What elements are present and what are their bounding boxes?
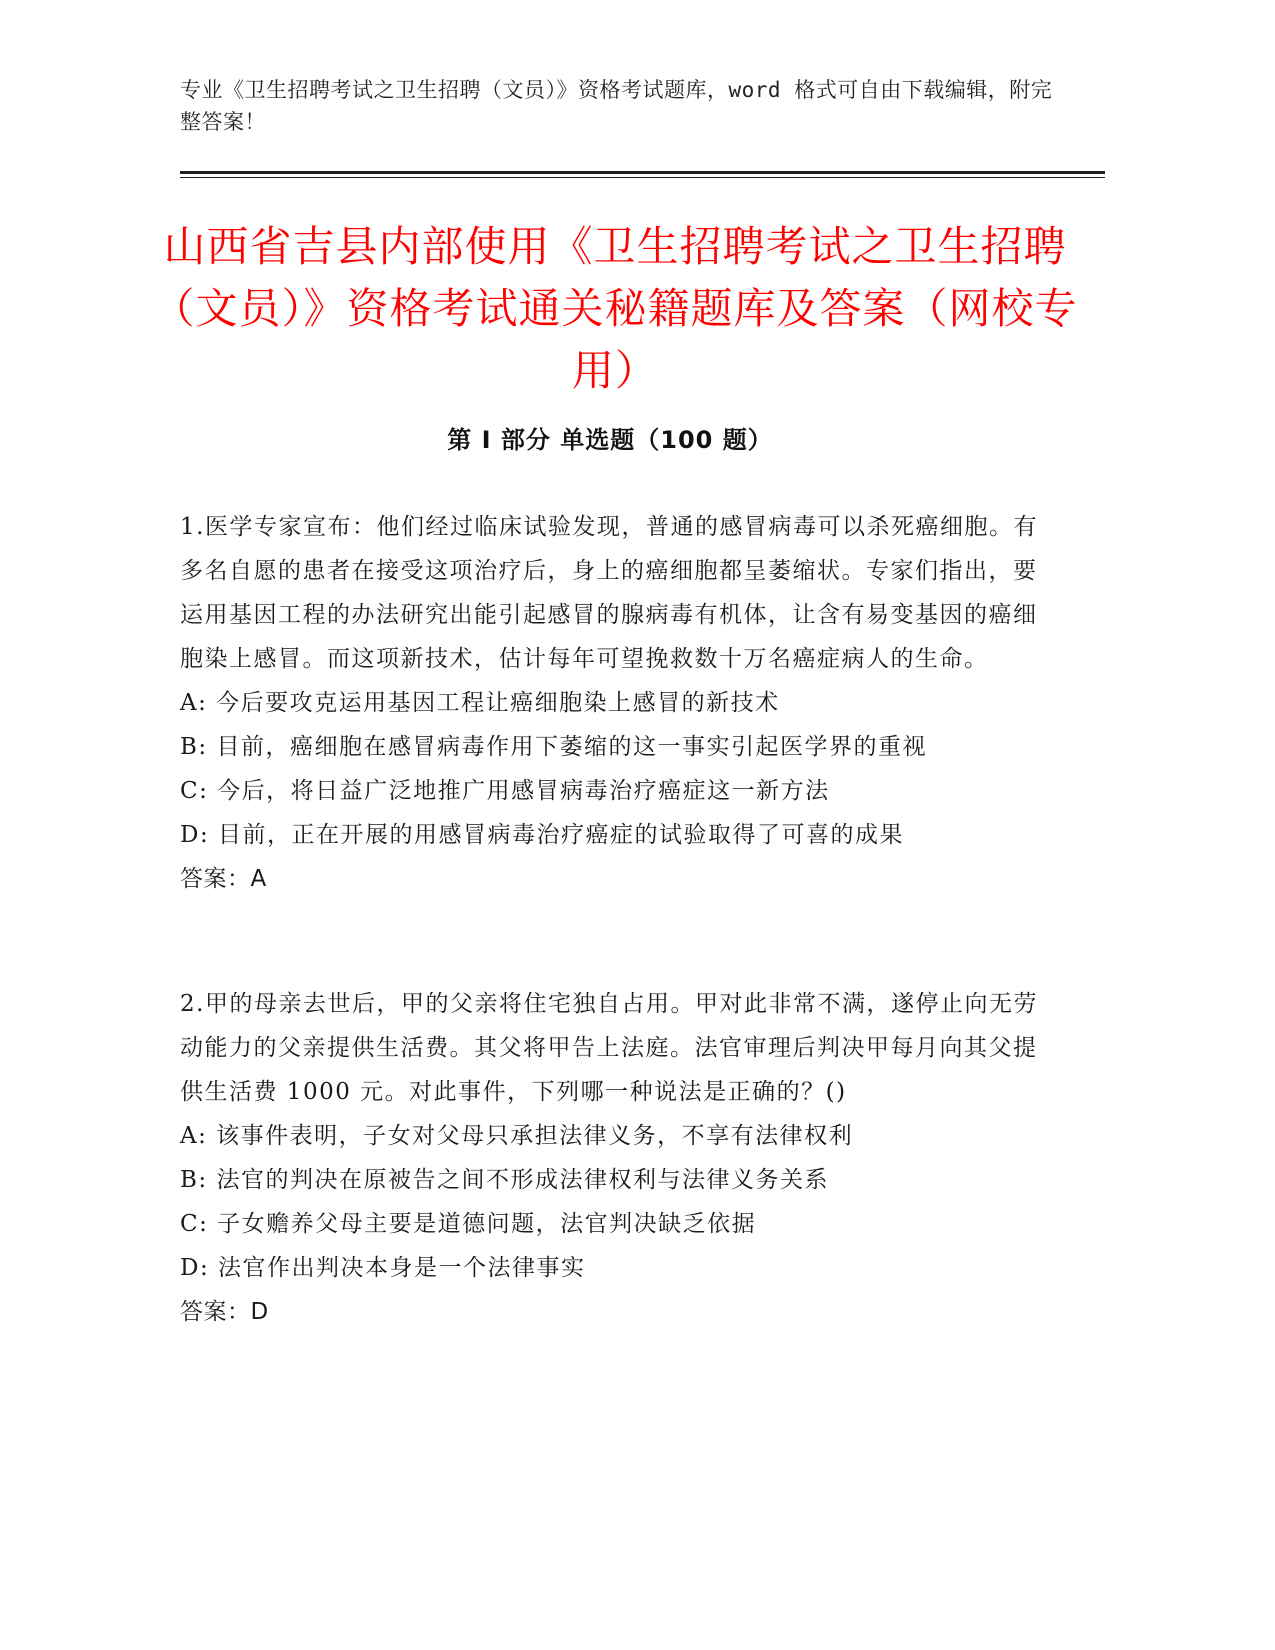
- section-heading: 第 I 部分 单选题（100 题）: [447, 426, 773, 454]
- option-a: A: 该事件表明，子女对父母只承担法律义务，不享有法律权利: [180, 1123, 854, 1149]
- answer-line: 答案：D: [180, 1299, 269, 1325]
- question-1: [180, 505, 1040, 901]
- document-title: 山西省吉县内部使用《卫生招聘考试之卫生招聘（文员）》资格考试通关秘籍题库及答案（网校专用）: [152, 222, 1078, 395]
- option-d: D: 法官作出判决本身是一个法律事实: [180, 1255, 586, 1281]
- question-stem: 1.医学专家宣布：他们经过临床试验发现，普通的感冒病毒可以杀死癌细胞。有多名自愿的患者在接受这项治疗后，身上的癌细胞都呈萎缩状。专家们指出，要运用基因工程的办法研究出能引起感冒的腺病毒有机体，让含有易变基因的癌细胞染上感冒。而这项新技术，估计每年可望挽救数十万名癌症病人的生命。: [180, 514, 1038, 672]
- answer-line: 答案：A: [180, 866, 267, 892]
- header-note: 专业《卫生招聘考试之卫生招聘（文员）》资格考试题库，word 格式可自由下载编辑，附完整答案！: [180, 78, 1053, 134]
- header-divider-thin: [180, 177, 1105, 178]
- option-b: B: 法官的判决在原被告之间不形成法律权利与法律义务关系: [180, 1167, 829, 1193]
- option-b: B: 目前，癌细胞在感冒病毒作用下萎缩的这一事实引起医学界的重视: [180, 734, 927, 760]
- option-c: C: 子女赡养父母主要是道德问题，法官判决缺乏依据: [180, 1211, 757, 1237]
- option-a: A: 今后要攻克运用基因工程让癌细胞染上感冒的新技术: [180, 690, 780, 716]
- option-d: D: 目前，正在开展的用感冒病毒治疗癌症的试验取得了可喜的成果: [180, 822, 905, 848]
- header-divider-thick: [180, 171, 1105, 174]
- option-c: C: 今后，将日益广泛地推广用感冒病毒治疗癌症这一新方法: [180, 778, 830, 804]
- question-2: [180, 982, 1040, 1334]
- question-stem: 2.甲的母亲去世后，甲的父亲将住宅独自占用。甲对此非常不满，遂停止向无劳动能力的父亲提供生活费。其父将甲告上法庭。法官审理后判决甲每月向其父提供生活费 1000 元。对此事件，下列哪一种说法是正确的？(): [180, 991, 1038, 1105]
